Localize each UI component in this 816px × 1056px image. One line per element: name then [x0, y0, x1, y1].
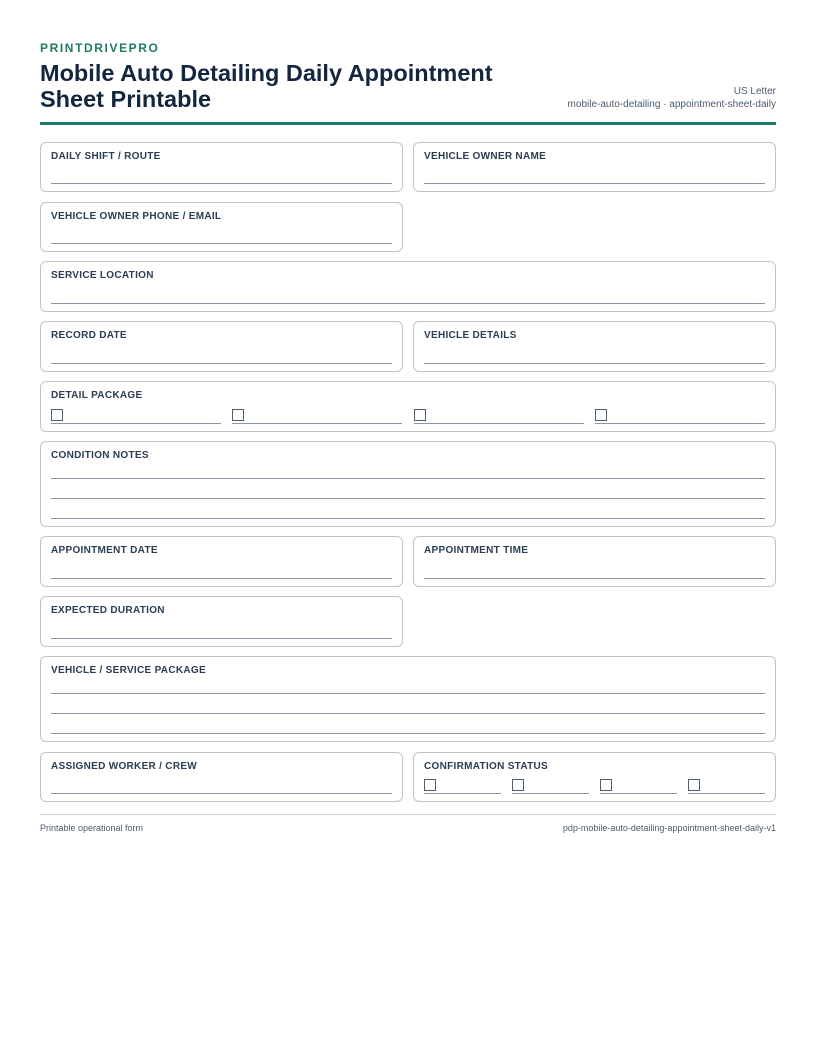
header-rule [40, 122, 776, 125]
write-line[interactable] [424, 793, 501, 794]
checkbox[interactable] [600, 779, 612, 791]
write-line[interactable] [51, 518, 765, 519]
field-label: VEHICLE OWNER PHONE / EMAIL [51, 211, 222, 222]
field-confirmation-status [413, 752, 776, 802]
paper-size: US Letter [733, 86, 776, 97]
checkbox[interactable] [51, 409, 63, 421]
write-line[interactable] [51, 713, 765, 714]
field-service-location [40, 261, 776, 312]
checkbox[interactable] [595, 409, 607, 421]
field-label: APPOINTMENT TIME [424, 545, 529, 556]
write-line[interactable] [424, 578, 765, 579]
field-vehicle-details [413, 321, 776, 372]
field-daily-shift-route [40, 142, 403, 192]
field-label: EXPECTED DURATION [51, 605, 165, 616]
write-line[interactable] [414, 423, 584, 424]
checkbox[interactable] [424, 779, 436, 791]
write-line[interactable] [51, 498, 765, 499]
write-line[interactable] [51, 243, 392, 244]
footer-divider [40, 814, 776, 815]
write-line[interactable] [51, 363, 392, 364]
write-line[interactable] [51, 303, 765, 304]
write-line[interactable] [51, 578, 392, 579]
checkbox[interactable] [414, 409, 426, 421]
write-line[interactable] [51, 733, 765, 734]
field-vehicle-owner-name [413, 142, 776, 192]
write-line[interactable] [51, 693, 765, 694]
status-option[interactable] [424, 779, 501, 793]
write-line[interactable] [424, 183, 765, 184]
field-condition-notes [40, 441, 776, 527]
field-label: RECORD DATE [51, 330, 127, 341]
field-label: VEHICLE / SERVICE PACKAGE [51, 665, 206, 676]
footer-caption: Printable operational form [40, 823, 144, 833]
write-line[interactable] [51, 183, 392, 184]
package-option[interactable] [51, 409, 221, 423]
field-vehicle-owner-contact [40, 202, 403, 252]
field-vehicle-service-package [40, 656, 776, 742]
page-title: Mobile Auto Detailing Daily Appointment Sheet Printable [40, 60, 493, 112]
field-label: CONDITION NOTES [51, 450, 149, 461]
write-line[interactable] [600, 793, 677, 794]
field-assigned-worker-crew [40, 752, 403, 802]
write-line[interactable] [512, 793, 589, 794]
write-line[interactable] [51, 478, 765, 479]
form-slug: mobile-auto-detailing · appointment-sheet-daily [567, 99, 776, 110]
write-line[interactable] [51, 423, 221, 424]
checkbox[interactable] [232, 409, 244, 421]
write-line[interactable] [424, 363, 765, 364]
field-label: APPOINTMENT DATE [51, 545, 158, 556]
field-label: CONFIRMATION STATUS [424, 761, 549, 772]
write-line[interactable] [595, 423, 765, 424]
write-line[interactable] [688, 793, 765, 794]
field-label: VEHICLE OWNER NAME [424, 151, 547, 162]
brand-name: PRINTDRIVEPRO [40, 41, 160, 55]
package-option[interactable] [595, 409, 765, 423]
package-option[interactable] [232, 409, 402, 423]
checkbox[interactable] [688, 779, 700, 791]
field-appointment-date [40, 536, 403, 587]
write-line[interactable] [232, 423, 402, 424]
page-meta [568, 85, 776, 111]
status-option[interactable] [512, 779, 589, 793]
write-line[interactable] [51, 793, 392, 794]
checkbox[interactable] [512, 779, 524, 791]
field-record-date [40, 321, 403, 372]
status-option[interactable] [600, 779, 677, 793]
form-code: pdp-mobile-auto-detailing-appointment-sheet-daily-v1 [562, 823, 776, 833]
package-option[interactable] [414, 409, 584, 423]
field-label: DAILY SHIFT / ROUTE [51, 151, 161, 162]
field-label: ASSIGNED WORKER / CREW [51, 761, 198, 772]
write-line[interactable] [51, 638, 392, 639]
field-label: SERVICE LOCATION [51, 270, 154, 281]
field-appointment-time [413, 536, 776, 587]
status-option[interactable] [688, 779, 765, 793]
field-label: DETAIL PACKAGE [51, 390, 143, 401]
field-label: VEHICLE DETAILS [424, 330, 517, 341]
field-expected-duration [40, 596, 403, 647]
field-detail-package [40, 381, 776, 432]
